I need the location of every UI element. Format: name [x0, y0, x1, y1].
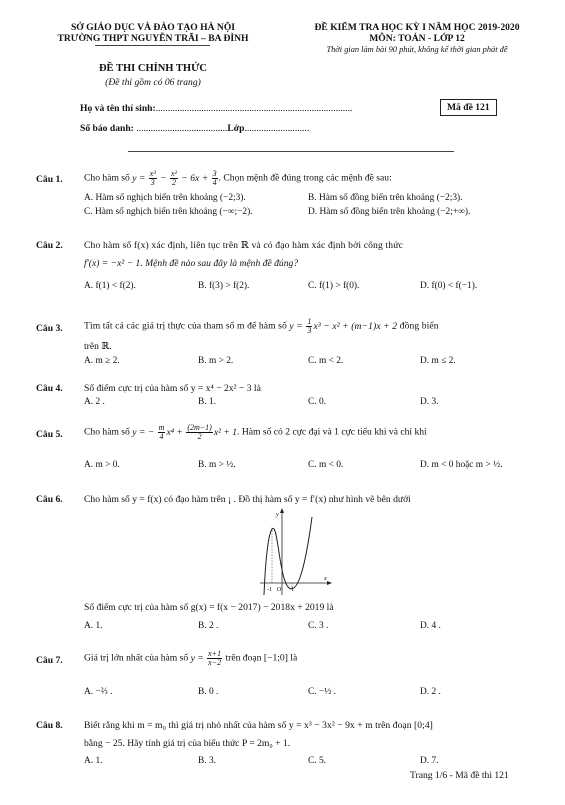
q4-option-b[interactable]: B. 1.	[198, 397, 216, 407]
q5-stem-pre: Cho hàm số	[84, 426, 133, 438]
q2-number: Câu 2.	[36, 240, 63, 251]
q6-stem: Cho hàm số y = f(x) có đạo hàm trên ¡ . Đồ thị hàm số y = f′(x) như hình vẽ bên dưới	[84, 494, 411, 505]
q1-formula: y = $\frac{\text{x³}}{3}$ − $\frac{\text{x²}}{2}$ − 6x + $\frac{3}{4}$	[132, 169, 217, 187]
header-right	[282, 22, 552, 55]
school-name: TRƯỜNG THPT NGUYỄN TRÃI – BA ĐÌNH	[57, 33, 249, 44]
q7-option-c[interactable]: C. −½ .	[308, 687, 336, 697]
sbd-label: Số báo danh:	[80, 123, 134, 134]
q4-stem: Số điểm cực trị của hàm số y = x⁴ − 2x² − 3 là	[84, 383, 261, 394]
graph-y-arrow	[280, 508, 284, 513]
q2-option-a[interactable]: A. f(1) < f(2).	[84, 281, 136, 291]
sbd-dots: ......................................	[136, 123, 228, 134]
student-name-row	[80, 103, 352, 114]
q1-number: Câu 1.	[36, 174, 63, 185]
q7-stem	[84, 650, 297, 667]
q5-number: Câu 5.	[36, 429, 63, 440]
q3-stem-pre: Tìm tất cả các giá trị thực của tham số m để hàm số	[84, 320, 290, 332]
student-name-label: Họ và tên thí sinh:	[80, 103, 156, 114]
q8-option-d[interactable]: D. 7.	[420, 756, 439, 766]
graph-x-arrow	[327, 581, 332, 585]
q6-option-c[interactable]: C. 3 .	[308, 621, 329, 631]
official-label: ĐỀ THI CHÍNH THỨC	[98, 63, 208, 74]
graph-tick-1: 1	[291, 587, 294, 593]
page-footer: Trang 1/6 - Mã đề thi 121	[410, 770, 509, 781]
class-label: Lớp	[227, 123, 245, 134]
q3-stem-post: đồng biến	[397, 320, 439, 332]
q5-option-a[interactable]: A. m > 0.	[84, 460, 120, 470]
q2-option-c[interactable]: C. f(1) > f(0).	[308, 281, 360, 291]
q4-number: Câu 4.	[36, 383, 63, 394]
q7-option-d[interactable]: D. 2 .	[420, 687, 441, 697]
q6-option-d[interactable]: D. 4 .	[420, 621, 441, 631]
q4-option-a[interactable]: A. 2 .	[84, 397, 105, 407]
q1-stem-post: . Chọn mệnh đề đúng trong các mệnh đề sau:	[218, 172, 392, 184]
q1-option-c[interactable]: C. Hàm số nghịch biến trên khoảng (−∞;−2).	[84, 207, 253, 217]
dept-name: SỞ GIÁO DỤC VÀ ĐÀO TẠO HÀ NỘI	[70, 22, 236, 33]
exam-title: ĐỀ KIỂM TRA HỌC KỲ I NĂM HỌC 2019-2020	[314, 22, 520, 33]
q5-option-c[interactable]: C. m < 0.	[308, 460, 344, 470]
graph-origin: O	[277, 587, 282, 593]
q4-option-d[interactable]: D. 3.	[420, 397, 439, 407]
q2-stem-line1: Cho hàm số f(x) xác định, liên tục trên ℝ và có đạo hàm xác định bởi công thức	[84, 240, 404, 251]
q8-stem-line2: bằng − 25. Hãy tính giá trị của biểu thức P = 2m₀ + 1.	[84, 738, 291, 749]
q6-number: Câu 6.	[36, 494, 63, 505]
q7-option-a[interactable]: A. −⅔ .	[84, 687, 113, 697]
q5-option-b[interactable]: B. m > ½.	[198, 460, 236, 470]
q8-option-a[interactable]: A. 1.	[84, 756, 103, 766]
q7-stem-pre: Giá trị lớn nhất của hàm số	[84, 652, 191, 664]
header-left-rule	[95, 45, 210, 46]
graph-tick-neg1: -1	[267, 587, 272, 593]
q2-option-d[interactable]: D. f(0) < f(−1).	[420, 281, 478, 291]
pages-note: (Đề thi gồm có 06 trang)	[105, 77, 201, 88]
q1-option-d[interactable]: D. Hàm số đồng biến trên khoảng (−2;+∞).	[308, 207, 471, 217]
q1-stem	[84, 170, 392, 187]
q8-option-b[interactable]: B. 3.	[198, 756, 216, 766]
q3-stem-line2: trên ℝ.	[84, 341, 112, 352]
q6-stem-line2: Số điểm cực trị của hàm số g(x) = f(x − 2017) − 2018x + 2019 là	[84, 602, 334, 613]
graph-y-label: y	[276, 512, 279, 518]
q2-option-b[interactable]: B. f(3) > f(2).	[198, 281, 250, 291]
q8-option-c[interactable]: C. 5.	[308, 756, 326, 766]
q2-stem-line2: f′(x) = −x² − 1. Mệnh đề nào sau đây là mệnh đề đúng?	[84, 258, 299, 269]
q3-formula: y = $\frac{1}{3}$ x³ − x² + (m−1)x + 2	[289, 317, 398, 335]
q7-option-b[interactable]: B. 0 .	[198, 687, 219, 697]
q3-stem	[84, 318, 439, 335]
student-id-row	[80, 123, 309, 134]
q1-option-a[interactable]: A. Hàm số nghịch biến trên khoảng (−2;3).	[84, 193, 246, 203]
q6-option-a[interactable]: A. 1.	[84, 621, 103, 631]
q3-option-b[interactable]: B. m > 2.	[198, 356, 234, 366]
q1-option-b[interactable]: B. Hàm số đồng biến trên khoảng (−2;3).	[308, 193, 463, 203]
time-note: Thời gian làm bài 90 phút, không kể thời gian phát đề	[326, 45, 508, 54]
q7-stem-post: trên đoạn [−1;0] là	[223, 652, 298, 664]
q5-stem-post: . Hàm số có 2 cực đại và 1 cực tiểu khi và chỉ khi	[237, 426, 427, 438]
subject-title: MÔN: TOÁN - LỚP 12	[369, 33, 465, 44]
student-name-dots: ..................................................................................	[155, 103, 353, 114]
exam-code-box: Mã đề 121	[440, 99, 497, 116]
q8-stem-line1: Biết rằng khi m = m₀ thì giá trị nhỏ nhất của hàm số y = x³ − 3x² − 9x + m trên đoạn [0;4]	[84, 720, 433, 731]
q3-option-c[interactable]: C. m < 2.	[308, 356, 344, 366]
q4-option-c[interactable]: C. 0.	[308, 397, 326, 407]
q8-number: Câu 8.	[36, 720, 63, 731]
q3-option-d[interactable]: D. m ≤ 2.	[420, 356, 456, 366]
header-left	[28, 22, 278, 44]
derivative-graph	[258, 507, 332, 597]
q1-stem-pre: Cho hàm số	[84, 172, 133, 184]
q5-option-d[interactable]: D. m < 0 hoặc m > ½.	[420, 460, 503, 470]
q3-option-a[interactable]: A. m ≥ 2.	[84, 356, 120, 366]
q7-formula: y = $\frac{x+1}{x-2}$	[190, 649, 222, 667]
q6-option-b[interactable]: B. 2 .	[198, 621, 219, 631]
q3-number: Câu 3.	[36, 323, 63, 334]
header-divider	[128, 151, 454, 152]
q5-formula: y = − $\frac{m}{4}$ x⁴ + $\frac{(2m-1)}{2}$ x² + 1	[132, 423, 238, 441]
graph-x-label: x	[324, 576, 327, 582]
q7-number: Câu 7.	[36, 655, 63, 666]
class-dots: ...........................	[244, 123, 310, 134]
q5-stem	[84, 424, 427, 441]
